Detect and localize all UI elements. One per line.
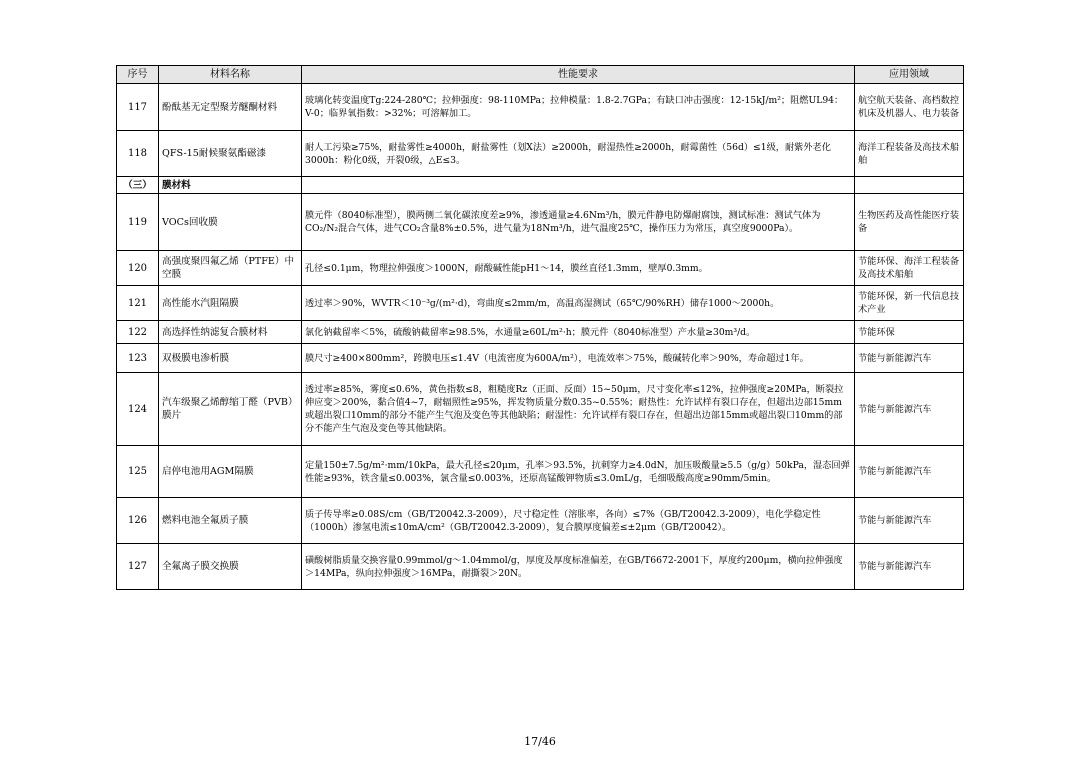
cell-name: VOCs回收膜 xyxy=(159,194,302,251)
table-row xyxy=(117,544,964,590)
cell-requirements: 质子传导率≥0.08S/cm（GB/T20042.3-2009），尺寸稳定性（溶胀率，各向）≤7%（GB/T20042.3-2009），电化学稳定性（1000h）渗氢电流≤10mA/cm²（GB/T20042.3-2009），复合膜厚度偏差≤±2μm（GB/T20042）。 xyxy=(302,498,855,544)
cell-name: 酚酞基无定型聚芳醚酮材料 xyxy=(159,84,302,131)
cell-name: 高性能水汽阻隔膜 xyxy=(159,286,302,321)
cell-name: 膜材料 xyxy=(159,177,302,194)
cell-application: 节能环保，新一代信息技术产业 xyxy=(855,286,964,321)
cell-name: 高强度聚四氟乙烯（PTFE）中空膜 xyxy=(159,251,302,286)
section-row xyxy=(117,177,964,194)
table-row xyxy=(117,84,964,131)
cell-no: 118 xyxy=(117,131,159,177)
table-row xyxy=(117,321,964,344)
materials-table xyxy=(116,65,964,590)
cell-name: 汽车级聚乙烯醇缩丁醛（PVB）膜片 xyxy=(159,373,302,446)
table-row xyxy=(117,286,964,321)
page-number: 17/46 xyxy=(524,735,556,748)
cell-no: 121 xyxy=(117,286,159,321)
cell-name: 双极膜电渗析膜 xyxy=(159,344,302,373)
document-page xyxy=(116,65,963,590)
cell-no: 122 xyxy=(117,321,159,344)
cell-application: 节能与新能源汽车 xyxy=(855,446,964,498)
table-header-row xyxy=(117,66,964,84)
table-row xyxy=(117,194,964,251)
cell-application: 生物医药及高性能医疗装备 xyxy=(855,194,964,251)
cell-application: 海洋工程装备及高技术船舶 xyxy=(855,131,964,177)
cell-requirements: 膜元件（8040标准型），膜两侧二氧化碳浓度差≥9%，渗透通量≥4.6Nm³/h，膜元件静电防爆耐腐蚀，测试标准：测试气体为CO₂/N₂混合气体，进气CO₂含量8%±0.5%，进气量为18Nm³/h，进气温度25℃，操作压力为常压，真空度9000Pa）。 xyxy=(302,194,855,251)
cell-name: 全氟离子膜交换膜 xyxy=(159,544,302,590)
cell-requirements: 耐人工污染≥75%，耐盐雾性≥4000h，耐盐雾性（划X法）≥2000h，耐湿热性≥2000h，耐霉菌性（56d）≤1级，耐紫外老化3000h：粉化0级，开裂0级，△E≤3。 xyxy=(302,131,855,177)
header-no: 序号 xyxy=(117,66,159,84)
cell-no: 120 xyxy=(117,251,159,286)
cell-requirements: 透过率＞90%，WVTR＜10⁻³g/(m²·d)，弯曲度≤2mm/m，高温高湿测试（65℃/90%RH）储存1000～2000h。 xyxy=(302,286,855,321)
cell-name: 高选择性纳滤复合膜材料 xyxy=(159,321,302,344)
cell-no: 117 xyxy=(117,84,159,131)
table-row xyxy=(117,344,964,373)
header-application: 应用领域 xyxy=(855,66,964,84)
cell-application: 节能与新能源汽车 xyxy=(855,498,964,544)
table-row xyxy=(117,131,964,177)
cell-no: 119 xyxy=(117,194,159,251)
header-requirements: 性能要求 xyxy=(302,66,855,84)
cell-name: 燃料电池全氟质子膜 xyxy=(159,498,302,544)
cell-requirements: 氯化钠截留率＜5%，硫酸钠截留率≥98.5%，水通量≥60L/m²·h；膜元件（8040标准型）产水量≥30m³/d。 xyxy=(302,321,855,344)
cell-name: QFS-15耐候聚氨酯磁漆 xyxy=(159,131,302,177)
cell-requirements: 透过率≥85%，雾度≤0.6%，黄色指数≤8，粗糙度Rz（正面、反面）15~50μm，尺寸变化率≤12%，拉伸强度≥20MPa，断裂拉伸应变＞200%，黏合值4~7，耐辐照性≥95%，挥发物质量分数0.35~0.55%；耐热性：允许试样有裂口存在，但超出边部15mm或超出裂口10mm的部分不能产生气泡及变色等其他缺陷；耐湿性：允许试样有裂口存在，但超出边部15mm或超出裂口10mm的部分不能产生气泡及变色等其他缺陷。 xyxy=(302,373,855,446)
table-row xyxy=(117,498,964,544)
cell-application: 节能与新能源汽车 xyxy=(855,373,964,446)
cell-requirements: 膜尺寸≥400×800mm²，跨膜电压≤1.4V（电流密度为600A/m²），电流效率＞75%，酸碱转化率＞90%，寿命超过1年。 xyxy=(302,344,855,373)
cell-application xyxy=(855,177,964,194)
cell-no: 123 xyxy=(117,344,159,373)
table-row xyxy=(117,446,964,498)
table-row xyxy=(117,373,964,446)
cell-requirements: 玻璃化转变温度Tg:224-280℃；拉伸强度：98-110MPa；拉伸模量：1.8-2.7GPa；有缺口冲击强度：12-15kJ/m²；阻燃UL94：V-0；临界氧指数：>32%；可溶解加工。 xyxy=(302,84,855,131)
cell-no: 124 xyxy=(117,373,159,446)
cell-application: 节能环保、海洋工程装备及高技术船舶 xyxy=(855,251,964,286)
cell-requirements: 定量150±7.5g/m²·mm/10kPa，最大孔径≤20μm，孔率＞93.5%，抗刺穿力≥4.0dN，加压吸酸量≥5.5（g/g）50kPa，湿态回弹性能≥93%，铁含量≤0.003%，氯含量≤0.003%，还原高锰酸钾物质≤3.0mL/g，毛细吸酸高度≥90mm/5min。 xyxy=(302,446,855,498)
table-row xyxy=(117,251,964,286)
cell-application: 节能与新能源汽车 xyxy=(855,544,964,590)
cell-application: 节能与新能源汽车 xyxy=(855,344,964,373)
cell-requirements: 孔径≤0.1μm，物理拉伸强度＞1000N，耐酸碱性能pH1～14，膜丝直径1.3mm，壁厚0.3mm。 xyxy=(302,251,855,286)
cell-name: 启停电池用AGM隔膜 xyxy=(159,446,302,498)
cell-requirements: 磺酸树脂质量交换容量0.99mmol/g～1.04mmol/g，厚度及厚度标准偏差，在GB/T6672-2001下，厚度约200μm，横向拉伸强度＞14MPa，纵向拉伸强度＞16MPa，耐撕裂＞20N。 xyxy=(302,544,855,590)
cell-application: 节能环保 xyxy=(855,321,964,344)
header-name: 材料名称 xyxy=(159,66,302,84)
cell-no: （三） xyxy=(117,177,159,194)
cell-no: 126 xyxy=(117,498,159,544)
cell-no: 127 xyxy=(117,544,159,590)
cell-application: 航空航天装备、高档数控机床及机器人、电力装备 xyxy=(855,84,964,131)
cell-requirements xyxy=(302,177,855,194)
cell-no: 125 xyxy=(117,446,159,498)
